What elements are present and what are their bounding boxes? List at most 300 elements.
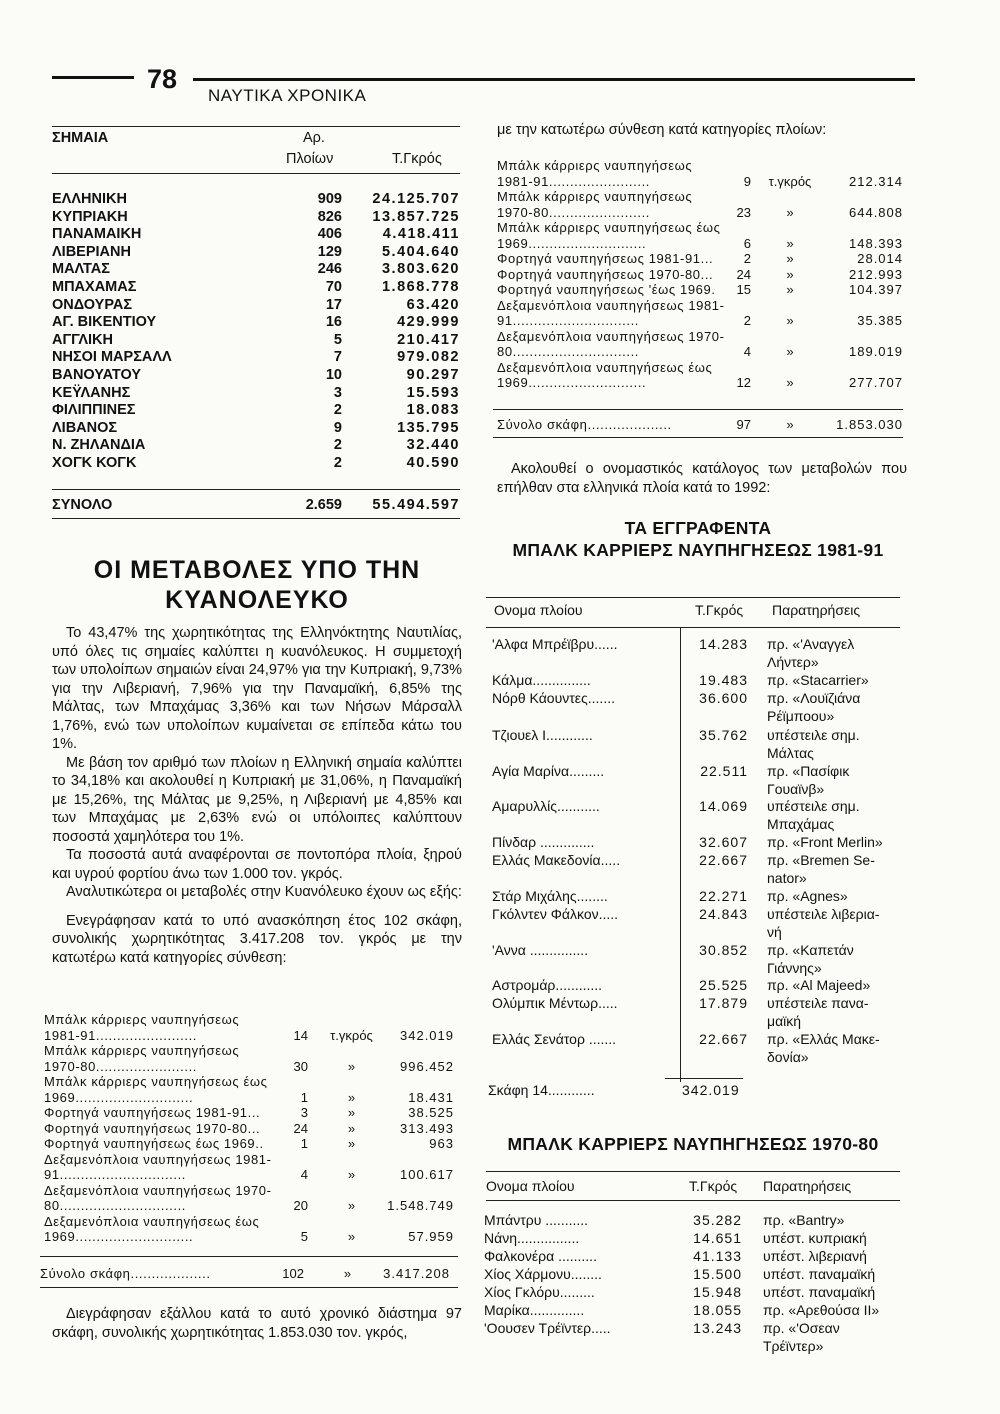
ship-notes: πρ. «Αρεθούσα ΙΙ» [763, 1302, 880, 1318]
stats-label: 80.............................. [44, 1198, 187, 1213]
ships-1981-top-rule [486, 597, 900, 598]
stats-value: 277.707 [849, 375, 903, 390]
stats-label: Δεξαμενόπλοια ναυπηγήσεως 1981- [497, 297, 725, 313]
flag-ships: 5 [333, 331, 342, 348]
ship-grt: 24.843 [699, 906, 748, 922]
stats-row [44, 1074, 454, 1090]
ship-row [0, 727, 1000, 763]
stats-row [497, 282, 905, 298]
stats-label: Δεξαμενόπλοια ναυπηγήσεως 1970- [497, 328, 725, 344]
stats-unit: » [347, 1198, 356, 1213]
stats-unit: » [347, 1167, 356, 1182]
flag-name: ΜΠΑΧΑΜΑΣ [52, 278, 137, 295]
page-number: 78 [147, 64, 178, 94]
flag-name: ΚΕΫΛΑΝΗΣ [52, 384, 131, 401]
flags-col-ships-1: Αρ. [303, 130, 325, 146]
flags-table-row [52, 244, 460, 262]
stats-label: 1969............................ [44, 1229, 194, 1244]
stats-label: Μπάλκ κάρριερς ναυπηγήσεως έως [44, 1074, 268, 1089]
ship-grt: 15.948 [693, 1284, 742, 1300]
ship-notes-cont: nator» [767, 870, 807, 886]
article-paragraph-7: με την κατωτέρω σύνθεση κατά κατηγορίες πλοίων: [497, 122, 827, 138]
ship-grt: 18.055 [693, 1302, 742, 1318]
ship-notes: υπέστ. κυπριακή [763, 1230, 867, 1246]
ship-name: Τζιουελ Ι............ [492, 727, 593, 743]
ship-notes: πρ. «'Οσεαν [763, 1320, 840, 1336]
flags-table-row [52, 420, 460, 438]
stats-count: 102 [282, 1266, 304, 1281]
stats-unit: » [786, 204, 794, 220]
ship-notes: πρ. «Agnes» [767, 888, 848, 904]
deleted-stats [497, 158, 905, 391]
flag-grt: 13.857.725 [372, 208, 460, 225]
flag-name: ΟΝΔΟΥΡΑΣ [52, 296, 133, 313]
ship-notes-cont: Ρέϊμποου» [767, 708, 835, 724]
stats-value: 1.853.030 [836, 417, 903, 432]
stats-label: Φορτηγά ναυπηγήσεως 1981-91... [44, 1105, 261, 1120]
flags-table-row [52, 191, 460, 209]
flag-ships: 2 [333, 454, 342, 471]
flag-name: ΕΛΛΗΝΙΚΗ [52, 191, 127, 207]
stats-row [497, 174, 905, 190]
stats-count: 15 [736, 282, 751, 297]
flags-table-row [52, 402, 460, 420]
flag-name: ΜΑΛΤΑΣ [52, 261, 110, 278]
stats-value: 57.959 [408, 1229, 454, 1244]
stats-unit: » [786, 251, 794, 266]
flags-table-row [52, 209, 460, 227]
ship-name: Στάρ Μιχάλης........ [492, 888, 608, 904]
ship-name: Χίος Γκλόρυ......... [484, 1284, 595, 1300]
stats-count: 24 [736, 266, 751, 282]
flag-ships: 16 [325, 314, 342, 331]
stats-row [497, 360, 905, 376]
flag-grt: 90.297 [406, 366, 460, 383]
ships-1981-total-grt: 342.019 [682, 1082, 740, 1098]
stats-row [44, 1090, 454, 1106]
ships-1970-col-name: Ονομα πλοίου [486, 1178, 575, 1194]
article-paragraph-6: Διεγράφησαν εξάλλου κατά το αυτό χρονικό διάστημα 97 σκάφη, συνολικής χωρητικότητας 1.853.030 τον. γκρός, [52, 1306, 462, 1341]
ship-notes: πρ. «'Αναγγελ [767, 636, 855, 652]
ship-notes: υπέστ. παναμαϊκή [763, 1266, 876, 1282]
flags-col-flag: ΣΗΜΑΙΑ [52, 130, 109, 146]
stats-label: Φορτηγά ναυπηγήσεως 1970-80... [44, 1120, 261, 1136]
ship-row [0, 763, 1000, 799]
ship-name: Νάνη................ [484, 1230, 580, 1246]
stats-label: Δεξαμενόπλοια ναυπηγήσεως 1970- [44, 1182, 272, 1198]
flag-grt: 24.125.707 [372, 191, 460, 207]
ships-1970-head-rule [486, 1200, 900, 1201]
article-paragraph-3: Τα ποσοστά αυτά αναφέρονται σε ποντοπόρα πλοία, ξηρού και υγρού φορτίου άνω των 1.000 τον. γκρός. [52, 847, 462, 882]
stats-label: Σύνολο σκάφη.................... [497, 417, 672, 432]
flag-ships: 10 [325, 366, 342, 383]
stats-label: 91.............................. [44, 1167, 187, 1182]
stats-value: 212.993 [849, 266, 903, 282]
publication-title: ΝΑΥΤΙΚΑ ΧΡΟΝΙΚΑ [208, 86, 367, 105]
stats-count: 4 [300, 1167, 308, 1182]
stats-unit: » [786, 235, 794, 251]
ship-notes-cont: δονία» [767, 1049, 809, 1065]
ship-notes: πρ. «Al Majeed» [767, 977, 871, 993]
ship-name: Ελλάς Σενάτορ ....... [492, 1031, 617, 1047]
ship-notes: υπέστ. παναμαϊκή [763, 1284, 876, 1300]
stats-label: Μπάλκ κάρριερς ναυπηγήσεως έως [497, 220, 721, 235]
flag-ships: 70 [325, 278, 342, 295]
ship-grt: 22.667 [699, 852, 748, 868]
stats-label: 91.............................. [497, 313, 640, 328]
ship-grt: 22.667 [699, 1031, 748, 1047]
ship-name: 'Οουσεν Τρέϊντερ..... [484, 1320, 611, 1336]
registered-1970-title: ΜΠΑΛΚ ΚΑΡΡΙΕΡΣ ΝΑΥΠΗΓΗΣΕΩΣ 1970-80 [507, 1134, 879, 1154]
flags-table-row [52, 437, 460, 455]
flag-name: ΧΟΓΚ ΚΟΓΚ [52, 454, 137, 471]
stats-value: 996.452 [400, 1058, 454, 1074]
ships-1981-total-label: Σκάφη 14............ [488, 1082, 595, 1098]
stats-count: 97 [736, 417, 751, 432]
flag-name: ΠΑΝΑΜΑΙΚΗ [52, 226, 142, 243]
stats-value: 963 [429, 1136, 454, 1151]
ship-notes: υπέστειλε λιβερια- [767, 906, 880, 922]
ships-1970-col-grt: Τ.Γκρός [689, 1178, 738, 1194]
flags-table-row [52, 332, 460, 350]
flag-ships: 406 [317, 226, 342, 243]
flags-table-row [52, 455, 460, 473]
stats-row [497, 344, 905, 360]
ship-row [0, 906, 1000, 942]
ship-notes: πρ. «Καπετάν [767, 942, 854, 958]
stats-value: 18.431 [408, 1089, 454, 1105]
flags-col-grt: Τ.Γκρός [392, 151, 442, 167]
stats-value: 28.014 [857, 251, 903, 266]
stats-label: 1970-80........................ [44, 1058, 197, 1074]
stats-value: 100.617 [400, 1167, 454, 1182]
ship-grt: 22.271 [699, 888, 748, 904]
flag-name: ΒΑΝΟΥΑΤΟΥ [52, 366, 142, 383]
ship-name: Αστρομάρ............ [492, 977, 603, 993]
flags-table-row [52, 385, 460, 403]
stats-row [44, 1121, 454, 1137]
stats-count: 20 [293, 1198, 308, 1213]
stats-value: 148.393 [849, 235, 903, 251]
flags-table-row [52, 261, 460, 279]
flag-name: ΝΗΣΟΙ ΜΑΡΣΑΛΛ [52, 349, 172, 366]
flags-table-row [52, 314, 460, 332]
stats-unit: » [347, 1058, 356, 1074]
flag-grt: 979.082 [397, 349, 460, 366]
ship-row [0, 1320, 1000, 1356]
ship-grt: 35.282 [693, 1212, 742, 1228]
stats-row [497, 236, 905, 252]
stats-count: 14 [293, 1027, 308, 1043]
flag-ships: 3 [333, 384, 342, 401]
stats-row [497, 205, 905, 221]
ship-notes: πρ. «Ελλάς Μακε- [767, 1031, 880, 1047]
flag-grt: 63.420 [406, 296, 460, 313]
ship-notes-cont: Μάλτας [767, 745, 814, 761]
ship-notes-cont: Λήντερ» [767, 654, 819, 670]
stats-unit: » [786, 266, 794, 282]
stats-row [497, 189, 905, 205]
flag-name: Ν. ΖΗΛΑΝΔΙΑ [52, 437, 146, 454]
stats-label: Μπάλκ κάρριερς ναυπηγήσεως [44, 1043, 240, 1058]
flag-grt: 3.803.620 [381, 261, 460, 278]
ship-name: Αγία Μαρίνα......... [492, 763, 605, 779]
ship-notes: πρ. «Stacarrier» [767, 672, 869, 688]
stats-row [497, 220, 905, 236]
ship-grt: 32.607 [699, 834, 748, 850]
stats-unit: » [786, 344, 794, 359]
ship-grt: 14.651 [693, 1230, 742, 1246]
flag-grt: 1.868.778 [381, 278, 460, 295]
ship-name: Νόρθ Κάουντες....... [492, 690, 615, 706]
ship-notes: πρ. «Front Merlin» [767, 834, 883, 850]
stats-value: 313.493 [400, 1120, 454, 1136]
stats-row [497, 375, 905, 391]
stats-unit: τ.γκρός [768, 173, 812, 189]
stats-unit: » [347, 1105, 356, 1120]
stats-label: 80.............................. [497, 344, 640, 359]
ships-1981-head-rule [486, 627, 900, 628]
flag-ships: 246 [317, 261, 342, 278]
ship-grt: 22.511 [700, 763, 748, 779]
flag-name: ΑΓ. ΒΙΚΕΝΤΙΟΥ [52, 314, 157, 331]
stats-value: 3.417.208 [383, 1266, 450, 1281]
flags-table-row [52, 349, 460, 367]
deleted-stats-total [497, 417, 905, 433]
flags-total-ships: 2.659 [305, 497, 342, 513]
ship-name: Χίος Χάρμονυ........ [484, 1266, 602, 1282]
stats-value: 189.019 [849, 344, 903, 359]
stats-unit: » [343, 1266, 352, 1281]
article-title: ΟΙ ΜΕΤΑΒΟΛΕΣ ΥΠΟ ΤΗΝ ΚΥΑΝΟΛΕΥΚΟ [93, 556, 421, 614]
stats-value: 644.808 [849, 204, 903, 220]
stats-row [497, 329, 905, 345]
stats-count: 30 [293, 1058, 308, 1074]
ship-name: Γκόλντεν Φάλκον..... [492, 906, 619, 922]
article-paragraph-8: Ακολουθεί ο ονομαστικός κατάλογος των μεταβολών που επήλθαν στα ελληνικά πλοία κατά το 1992: [497, 461, 907, 496]
ship-notes: πρ. «Λουϊζιάνα [767, 690, 861, 706]
flag-ships: 2 [333, 402, 342, 419]
stats-count: 6 [743, 235, 751, 251]
stats-count: 1 [300, 1089, 308, 1105]
ship-grt: 35.762 [699, 727, 748, 743]
stats-label: Σύνολο σκάφη................... [40, 1266, 211, 1281]
ship-row [0, 798, 1000, 834]
stats-label: Μπάλκ κάρριερς ναυπηγήσεως [497, 189, 693, 204]
stats-row [497, 158, 905, 174]
ship-notes-cont: Γιάννης» [767, 960, 822, 976]
flag-name: ΛΙΒΑΝΟΣ [52, 419, 118, 436]
stats-row [497, 298, 905, 314]
article-paragraph-4: Αναλυτικώτερα οι μεταβολές στην Κυανόλευκο έχουν ως εξής: [66, 884, 462, 900]
stats-value: 1.548.749 [387, 1198, 454, 1213]
stats-label: Μπάλκ κάρριερς ναυπηγήσεως [44, 1012, 240, 1027]
stats-count: 1 [300, 1136, 308, 1151]
ship-notes-cont: νή [767, 924, 782, 940]
flags-table [52, 191, 460, 473]
stats-label: 1969............................ [497, 375, 647, 390]
stats-unit: » [786, 313, 794, 328]
stats-unit: τ.γκρός [330, 1027, 373, 1043]
ships-1970-top-rule [486, 1171, 900, 1172]
ships-1970-col-notes: Παρατηρήσεις [763, 1178, 852, 1194]
ships-1981-col-grt: Τ.Γκρός [695, 602, 744, 618]
flag-grt: 32.440 [406, 437, 460, 454]
ship-grt: 14.069 [699, 798, 748, 814]
flag-grt: 4.418.411 [382, 226, 460, 243]
stats-count: 3 [300, 1105, 308, 1120]
flag-grt: 18.083 [406, 402, 460, 419]
stats-unit: » [347, 1136, 356, 1151]
ship-row [0, 852, 1000, 888]
stats-value: 212.314 [849, 173, 903, 189]
stats-count: 2 [743, 313, 751, 328]
deleted-stats-bottom-rule [493, 437, 903, 438]
stats-count: 24 [293, 1120, 308, 1136]
header-rule-left [52, 76, 134, 79]
ship-row [0, 942, 1000, 978]
ship-grt: 36.600 [699, 690, 748, 706]
ship-notes-cont: μαϊκή [767, 1013, 802, 1029]
ship-name: Ολύμπικ Μέντωρ..... [492, 995, 618, 1011]
ship-grt: 13.243 [693, 1320, 742, 1336]
stats-unit: » [347, 1120, 356, 1136]
stats-value: 342.019 [400, 1027, 454, 1043]
stats-value: 104.397 [849, 282, 903, 297]
flags-table-top-rule [52, 126, 460, 127]
ship-row [0, 690, 1000, 726]
ship-name: Κάλμα............... [492, 672, 591, 688]
ships-1981-col-name: Ονομα πλοίου [494, 602, 583, 618]
stats-value: 38.525 [408, 1105, 454, 1120]
ship-name: Μπάντρυ ........... [484, 1212, 589, 1228]
stats-label: Φορτηγά ναυπηγήσεως 1970-80... [497, 266, 714, 282]
flag-grt: 40.590 [406, 454, 460, 471]
ship-grt: 14.283 [699, 636, 748, 652]
stats-count: 5 [300, 1229, 308, 1244]
stats-row [44, 1105, 454, 1121]
ship-grt: 15.500 [693, 1266, 742, 1282]
stats-row [497, 313, 905, 329]
flags-table-row [52, 367, 460, 385]
stats-row [44, 1136, 454, 1152]
ship-name: Μαρίκα.............. [484, 1302, 585, 1318]
flag-ships: 909 [317, 191, 342, 207]
flags-table-bottom-rule [52, 518, 460, 519]
flag-grt: 429.999 [397, 314, 460, 331]
ship-notes-cont: Γουαϊνβ» [767, 781, 825, 797]
flag-name: ΦΙΛΙΠΠΙΝΕΣ [52, 402, 136, 419]
flags-table-total-rule [52, 489, 460, 490]
stats-label: 1981-91........................ [44, 1027, 197, 1043]
flag-ships: 7 [333, 349, 342, 366]
stats-row [497, 417, 905, 433]
stats-label: Δεξαμενόπλοια ναυπηγήσεως 1981- [44, 1151, 272, 1167]
stats-count: 2 [743, 251, 751, 266]
stats-label: 1969............................ [497, 235, 647, 251]
stats-label: 1970-80........................ [497, 204, 650, 220]
flag-ships: 17 [325, 296, 342, 313]
stats-count: 12 [736, 375, 751, 390]
ships-1981-total-rule [665, 1078, 743, 1079]
ship-notes: πρ. «Bremen Se- [767, 852, 875, 868]
ship-notes: υπέστ. λιβεριανή [763, 1248, 867, 1264]
stats-row [497, 251, 905, 267]
stats-count: 23 [736, 204, 751, 220]
registered-1981-title-2: ΜΠΑΛΚ ΚΑΡΡΙΕΡΣ ΝΑΥΠΗΓΗΣΕΩΣ 1981-91 [512, 540, 884, 560]
ships-1981-col-notes: Παρατηρήσεις [772, 602, 861, 618]
flags-table-row [52, 297, 460, 315]
flag-grt: 210.417 [397, 331, 460, 348]
ship-name: Αμαρυλλίς........... [492, 798, 600, 814]
flags-table-head-rule [52, 173, 460, 174]
flag-ships: 826 [317, 208, 342, 225]
stats-unit: » [347, 1089, 356, 1105]
stats-unit: » [786, 417, 794, 432]
stats-count: 4 [743, 344, 751, 359]
flag-ships: 9 [333, 419, 342, 436]
flag-name: ΑΓΓΛΙΚΗ [52, 331, 113, 348]
ship-notes: υπέστειλε σημ. [767, 727, 860, 743]
ship-name: 'Αννα ............... [492, 942, 589, 958]
flag-ships: 2 [333, 437, 342, 454]
header-rule-right [193, 78, 915, 81]
deleted-stats-rule [493, 409, 903, 410]
ship-grt: 25.525 [699, 977, 748, 993]
flags-col-ships-2: Πλοίων [286, 151, 334, 167]
flags-table-row [52, 226, 460, 244]
ship-notes: πρ. «Πασίφικ [767, 763, 850, 779]
stats-label: Φορτηγά ναυπηγήσεως 'έως 1969. [497, 282, 716, 297]
ship-notes: υπέστειλε σημ. [767, 798, 860, 814]
registered-1981-title-1: ΤΑ ΕΓΓΡΑΦΕΝΤΑ [624, 518, 772, 538]
stats-count: 9 [743, 173, 751, 189]
ship-name: Ελλάς Μακεδονία..... [492, 852, 621, 868]
ship-grt: 41.133 [693, 1248, 742, 1264]
stats-unit: » [347, 1229, 356, 1244]
ship-name: Φαλκονέρα .......... [484, 1248, 597, 1264]
article-paragraph-1: Το 43,47% της χωρητικότητας της Ελληνόκτητης Ναυτιλίας, υπό όλες τις σημαίες καλύπτει η κυανόλευκος. Η συμμετοχή των υπολοίπων σημαιών είναι 24,97% για την Κυπριακή, 9,73% για την Λιβεριανή, 7,96% για την Παναμαϊκή, 6,85% της Μάλτας, των Μπαχάμας 3,36% και των Νήσων Μάρσαλλ 1,76%, ενώ των υπολοίπων κυμαίνεται σε επίπεδα κάτω του 1%. [52, 625, 462, 752]
stats-unit: » [786, 282, 794, 297]
stats-label: 1981-91........................ [497, 173, 650, 189]
flags-table-row [52, 279, 460, 297]
ship-row [0, 1031, 1000, 1067]
flag-grt: 5.404.640 [381, 243, 460, 260]
stats-value: 35.385 [857, 313, 903, 328]
flags-total-label: ΣΥΝΟΛΟ [52, 497, 113, 513]
ship-notes: υπέστειλε πανα- [767, 995, 869, 1011]
ship-notes: πρ. «Bantry» [763, 1212, 845, 1228]
stats-label: Δεξαμενόπλοια ναυπηγήσεως έως [497, 359, 713, 375]
ship-grt: 17.879 [699, 995, 748, 1011]
article-paragraph-2: Με βάση τον αριθμό των πλοίων η Ελληνική σημαία καλύπτει το 34,18% και ακολουθεί η Κυπριακή με 31,06%, η Παναμαϊκή με 15,26%, της Μάλτας με 9,25%, η Λιβεριανή με 4,85% και των Μπαχάμας με 2,63% ενώ οι υπόλοιπες καλύπτουν ποσοστά χαμηλότερα του 1%. [52, 754, 462, 845]
stats-unit: » [786, 375, 794, 390]
flags-total-grt: 55.494.597 [372, 497, 460, 513]
article-paragraph-5: Ενεγράφησαν κατά το υπό ανασκόπηση έτος 102 σκάφη, συνολικής χωρητικότητας 3.417.208 τον. γκρός με την κατωτέρω κατά κατηγορίες σύνθεση: [52, 912, 462, 966]
ship-notes-cont: Τρέϊντερ» [763, 1338, 824, 1354]
stats-row [44, 1183, 454, 1199]
stats-row [44, 1152, 454, 1168]
flag-grt: 15.593 [406, 384, 460, 401]
stats-label: Μπάλκ κάρριερς ναυπηγήσεως [497, 158, 693, 173]
ship-grt: 30.852 [699, 942, 748, 958]
stats-row [44, 1167, 454, 1183]
flag-grt: 135.795 [397, 419, 460, 436]
ship-notes-cont: Μπαχάμας [767, 816, 835, 832]
stats-label: 1969............................ [44, 1089, 194, 1105]
stats-label: Δεξαμενόπλοια ναυπηγήσεως έως [44, 1213, 260, 1229]
ship-row [0, 995, 1000, 1031]
